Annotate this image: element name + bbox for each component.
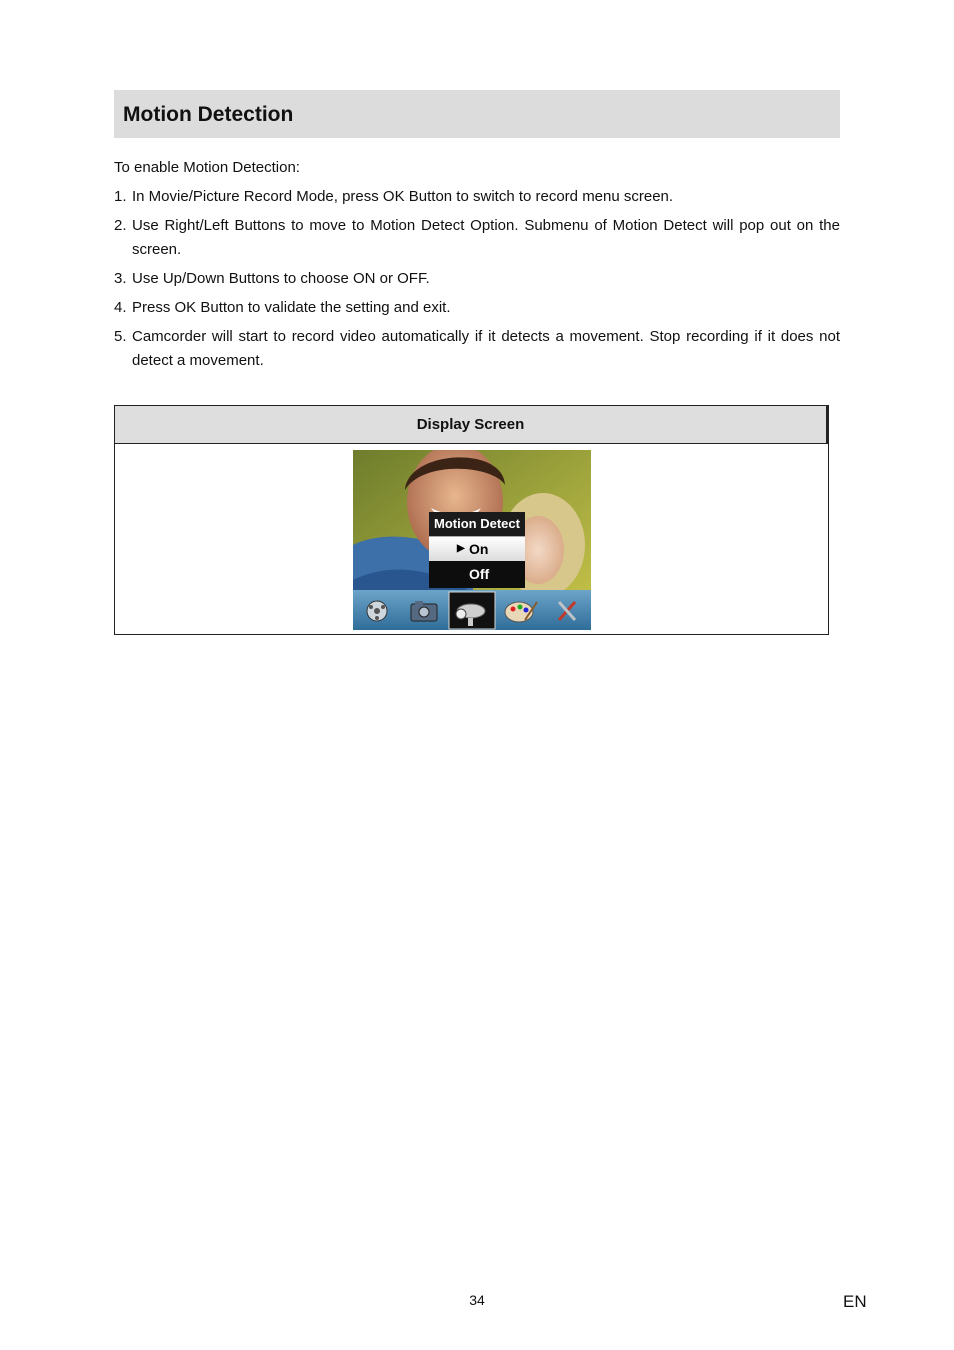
step-item xyxy=(114,296,840,320)
step-item xyxy=(114,185,840,209)
option-off[interactable]: Off xyxy=(429,561,525,588)
menu-toolbar xyxy=(353,590,591,630)
tools-icon[interactable] xyxy=(559,602,575,620)
step-text: In Movie/Picture Record Mode, press OK Button to switch to record menu screen. xyxy=(132,188,674,205)
step-number: 1. xyxy=(114,188,127,205)
step-text: Use Right/Left Buttons to move to Motion Detect Option. Submenu of Motion Detect will pop out on the screen. xyxy=(132,217,840,258)
step-text: Camcorder will start to record video automatically if it detects a movement. Stop recording if it does not detect a movement. xyxy=(132,328,840,369)
step-number: 4. xyxy=(114,299,127,316)
steps-list xyxy=(114,185,840,378)
section-title: Motion Detection xyxy=(123,103,294,126)
option-on[interactable] xyxy=(429,537,525,561)
step-item xyxy=(114,214,840,262)
popup-title: Motion Detect xyxy=(429,512,525,537)
display-screen-table xyxy=(114,405,829,635)
page-number: 34 xyxy=(469,1292,485,1308)
movie-reel-icon[interactable] xyxy=(367,601,387,621)
motion-sensor-icon[interactable] xyxy=(449,592,495,629)
step-text: Use Up/Down Buttons to choose ON or OFF. xyxy=(132,270,430,287)
step-number: 5. xyxy=(114,328,127,345)
selection-arrow-icon: ▶ xyxy=(457,543,465,554)
camcorder-screen xyxy=(353,450,591,630)
table-header: Display Screen xyxy=(115,406,828,444)
step-item xyxy=(114,267,840,291)
palette-icon[interactable] xyxy=(505,602,537,622)
intro-text: To enable Motion Detection: xyxy=(114,159,300,176)
step-item xyxy=(114,325,840,373)
option-on-label: On xyxy=(469,541,489,557)
section-header xyxy=(114,90,840,138)
step-number: 3. xyxy=(114,270,127,287)
camera-icon[interactable] xyxy=(411,601,437,621)
language-code: EN xyxy=(843,1292,867,1311)
step-number: 2. xyxy=(114,217,127,234)
motion-detect-popup xyxy=(429,512,525,588)
step-text: Press OK Button to validate the setting and exit. xyxy=(132,299,451,316)
